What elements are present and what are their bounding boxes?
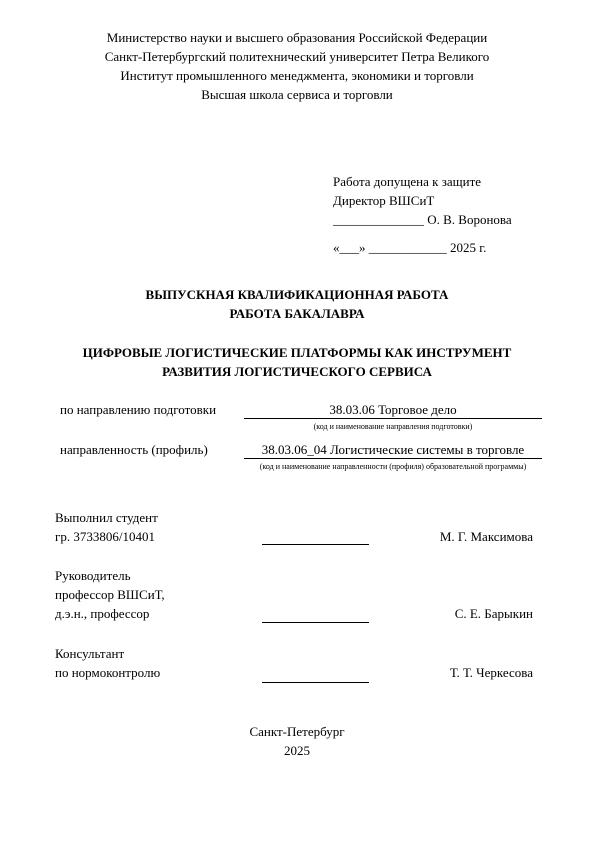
consultant-signature-line <box>262 682 369 683</box>
work-type: ВЫПУСКНАЯ КВАЛИФИКАЦИОННАЯ РАБОТА <box>145 287 449 302</box>
city: Санкт-Петербург <box>249 724 345 739</box>
profile-value: 38.03.06_04 Логистические системы в торговле <box>261 442 525 457</box>
thesis-title-line1: ЦИФРОВЫЕ ЛОГИСТИЧЕСКИЕ ПЛАТФОРМЫ КАК ИНСТРУМЕНТ <box>82 345 512 360</box>
work-subtype: РАБОТА БАКАЛАВРА <box>229 306 365 321</box>
profile-caption: (код и наименование направленности (профиля) образовательной программы) <box>259 462 527 471</box>
consultant-label: Консультант <box>55 646 125 661</box>
profile-underline <box>244 458 542 459</box>
university-name: Санкт-Петербургский политехнический университет Петра Великого <box>104 49 490 64</box>
student-label: Выполнил студент <box>55 510 158 525</box>
institute-name: Институт промышленного менеджмента, экономики и торговли <box>120 68 474 83</box>
student-signature-line <box>262 544 369 545</box>
school-name: Высшая школа сервиса и торговли <box>201 87 393 102</box>
approval-director: Директор ВШСиТ <box>333 193 435 208</box>
supervisor-label: Руководитель <box>55 568 131 583</box>
direction-label: по направлению подготовки <box>60 402 217 417</box>
profile-label: направленность (профиль) <box>60 442 208 457</box>
direction-value: 38.03.06 Торговое дело <box>329 402 457 417</box>
supervisor-name: С. Е. Барыкин <box>454 606 533 621</box>
thesis-title-line2: РАЗВИТИЯ ЛОГИСТИЧЕСКОГО СЕРВИСА <box>162 364 432 379</box>
approval-date: «___» ____________ 2025 г. <box>333 240 487 255</box>
supervisor-position: профессор ВШСиТ, <box>55 587 165 602</box>
student-name: М. Г. Максимова <box>439 529 533 544</box>
year: 2025 <box>284 743 310 758</box>
supervisor-signature-line <box>262 622 369 623</box>
supervisor-degree: д.э.н., профессор <box>55 606 150 621</box>
direction-caption: (код и наименование направления подготовки) <box>313 422 473 431</box>
ministry-name: Министерство науки и высшего образования Российской Федерации <box>106 30 488 45</box>
direction-underline <box>244 418 542 419</box>
student-group: гр. 3733806/10401 <box>55 529 155 544</box>
consultant-name: Т. Т. Черкесова <box>449 665 533 680</box>
approval-signature: ______________ О. В. Воронова <box>333 212 512 227</box>
consultant-role: по нормоконтролю <box>55 665 161 680</box>
approval-text: Работа допущена к защите <box>333 174 482 189</box>
